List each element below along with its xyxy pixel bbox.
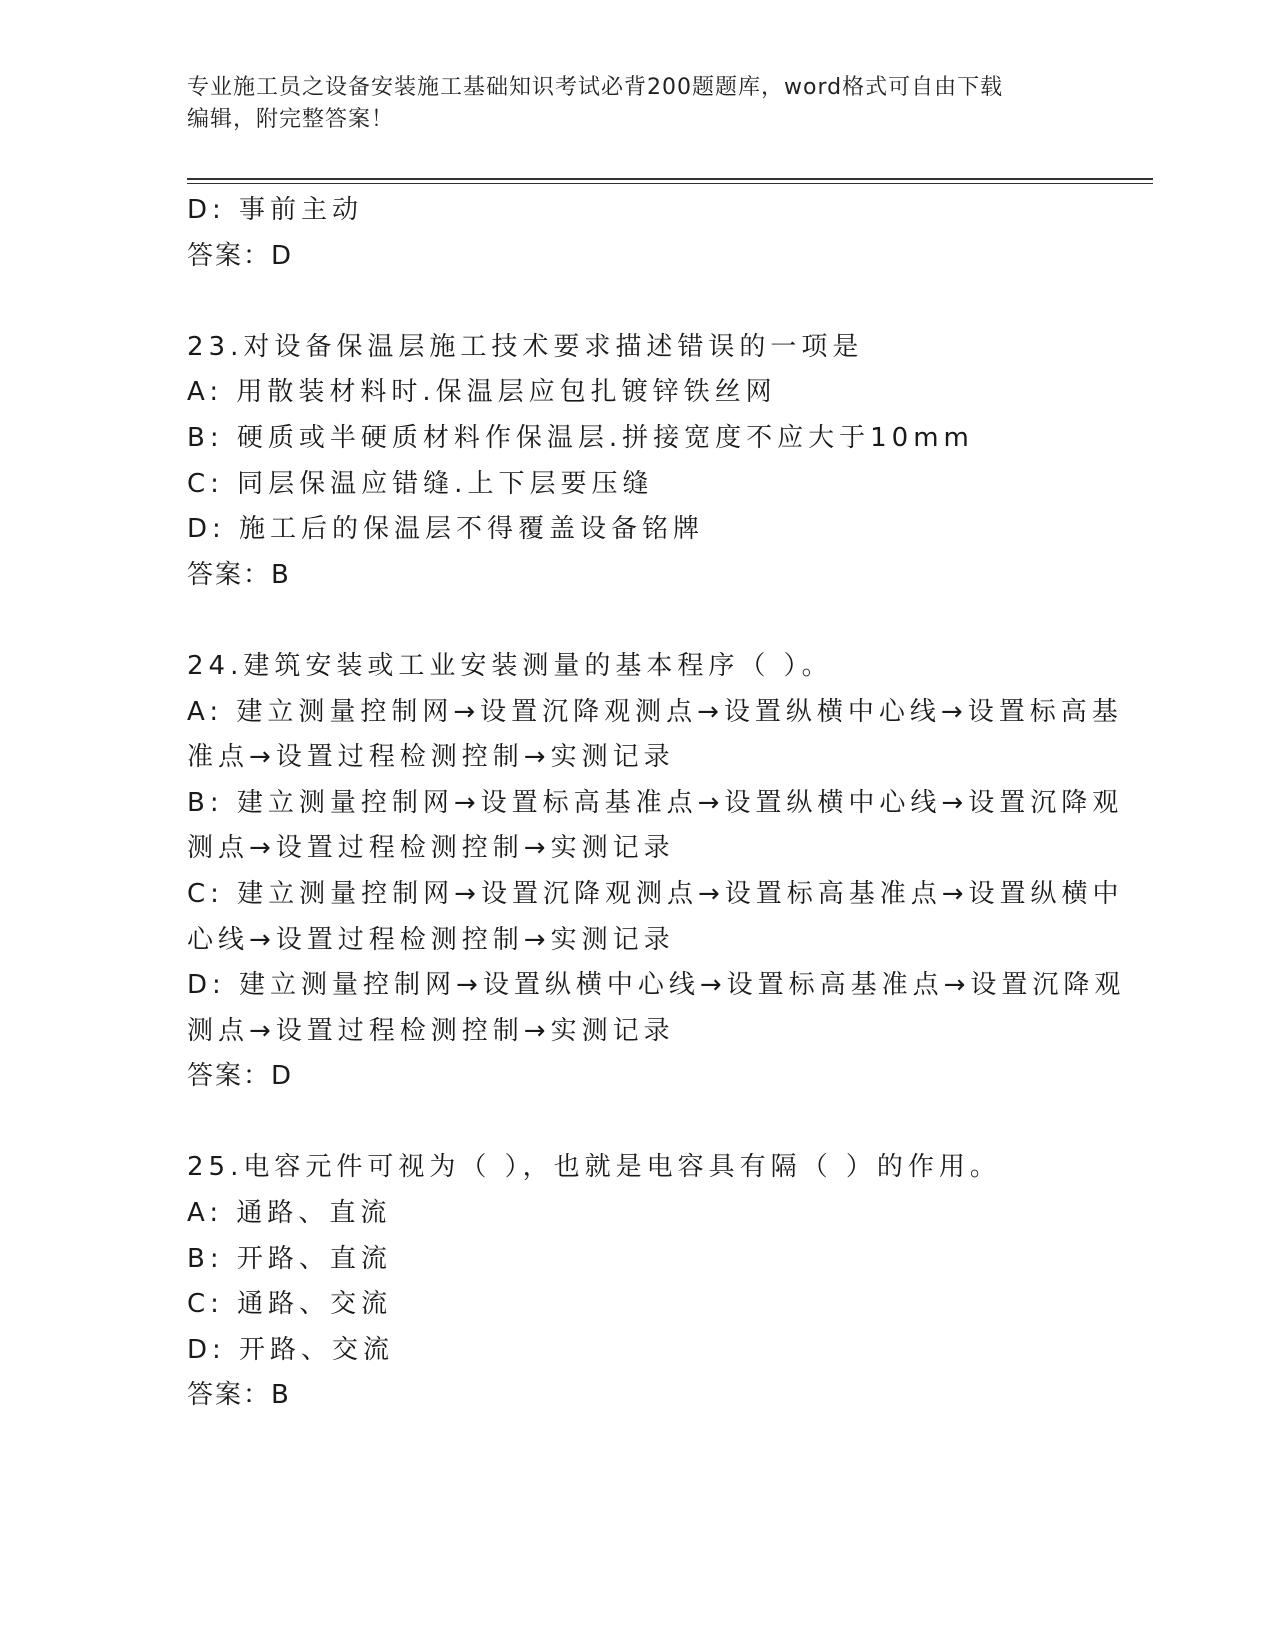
q24-option-a-line-1: A: 建立测量控制网→设置沉降观测点→设置纵横中心线→设置标高基: [187, 696, 1123, 727]
q24-option-b-line-2: 测点→设置过程检测控制→实测记录: [187, 833, 675, 864]
q22-answer: 答案：D: [187, 240, 294, 271]
header-divider-thin: [187, 183, 1153, 184]
q25-option-c: C: 通路、交流: [187, 1289, 393, 1320]
q23-option-a: A: 用散装材料时.保温层应包扎镀锌铁丝网: [187, 377, 777, 408]
header-line-1: 专业施工员之设备安装施工基础知识考试必背200题题库，word格式可自由下载: [187, 75, 1004, 100]
q25-option-b: B: 开路、直流: [187, 1243, 392, 1274]
q23-answer: 答案：B: [187, 559, 291, 590]
q23-option-c: C: 同层保温应错缝.上下层要压缝: [187, 468, 654, 499]
q22-option-d: D: 事前主动: [187, 195, 364, 225]
q24-option-d-line-2: 测点→设置过程检测控制→实测记录: [187, 1015, 675, 1046]
q24-option-b-line-1: B: 建立测量控制网→设置标高基准点→设置纵横中心线→设置沉降观: [187, 787, 1124, 818]
document-header: [187, 72, 1087, 136]
q24-option-d-line-1: D: 建立测量控制网→设置纵横中心线→设置标高基准点→设置沉降观: [187, 970, 1126, 1001]
q24-answer: 答案：D: [187, 1061, 294, 1092]
q25-option-a: A: 通路、直流: [187, 1198, 392, 1229]
question-body: [187, 188, 1126, 1419]
header-divider-thick: [187, 178, 1153, 180]
spacer: [187, 598, 1087, 644]
q24-option-a-line-2: 准点→设置过程检测控制→实测记录: [187, 742, 675, 773]
q23-option-d: D: 施工后的保温层不得覆盖设备铭牌: [187, 514, 705, 545]
q25-answer: 答案：B: [187, 1380, 291, 1411]
spacer: [187, 1100, 1087, 1146]
q24-option-c-line-1: C: 建立测量控制网→设置沉降观测点→设置标高基准点→设置纵横中: [187, 878, 1124, 909]
spacer: [187, 279, 1087, 325]
q24-question: 24.建筑安装或工业安装测量的基本程序（ ）。: [187, 650, 833, 681]
q23-option-b: B: 硬质或半硬质材料作保温层.拼接宽度不应大于10mm: [187, 422, 974, 453]
q25-question: 25.电容元件可视为（ ），也就是电容具有隔（ ）的作用。: [187, 1152, 1001, 1183]
q24-option-c-line-2: 心线→设置过程检测控制→实测记录: [187, 924, 675, 955]
q23-question: 23.对设备保温层施工技术要求描述错误的一项是: [187, 331, 864, 362]
q25-option-d: D: 开路、交流: [187, 1334, 395, 1365]
header-line-2: 编辑，附完整答案！: [187, 107, 395, 132]
